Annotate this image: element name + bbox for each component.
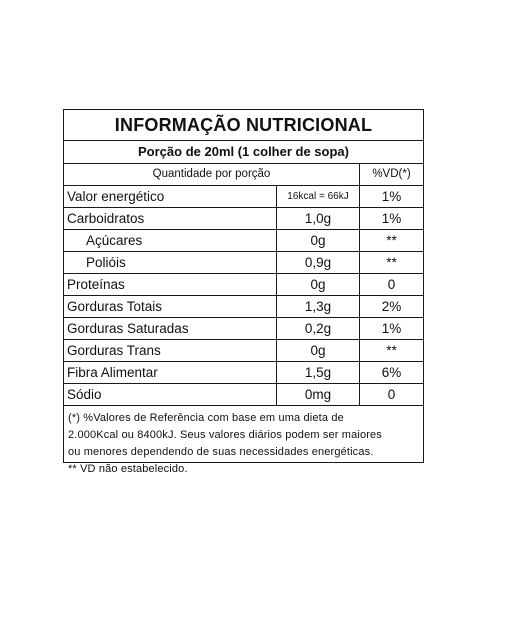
nutrient-name: Fibra Alimentar — [67, 365, 158, 380]
nutrient-amount: 1,5g — [276, 362, 359, 383]
nutrient-name: Gorduras Saturadas — [67, 321, 189, 336]
nutrient-amount: 0mg — [276, 384, 359, 405]
table-header — [64, 164, 423, 186]
row-carbohydrates — [64, 208, 423, 230]
nutrient-amount: 0,2g — [276, 318, 359, 339]
nutrient-name: Açúcares — [86, 233, 143, 248]
nutrient-amount: 16kcal = 66kJ — [276, 186, 359, 207]
nutrient-vd: 1% — [359, 318, 423, 339]
row-energy — [64, 186, 423, 208]
nutrient-name: Proteínas — [67, 277, 125, 292]
nutrient-vd: 0 — [359, 384, 423, 405]
quantity-header: Quantidade por porção — [152, 168, 271, 180]
nutrient-vd: ** — [359, 340, 423, 361]
footnote-line: ou menores dependendo de suas necessidades energéticas. — [68, 446, 374, 458]
nutrient-name: Gorduras Totais — [67, 299, 163, 314]
row-total-fat — [64, 296, 423, 318]
nutrition-facts-label — [63, 109, 424, 475]
row-polyols — [64, 252, 423, 274]
footnote — [64, 406, 423, 478]
label-title: INFORMAÇÃO NUTRICIONAL — [64, 110, 423, 141]
nutrient-vd: 6% — [359, 362, 423, 383]
nutrient-vd: 1% — [359, 186, 423, 207]
row-trans-fat — [64, 340, 423, 362]
row-saturated-fat — [64, 318, 423, 340]
nutrient-amount: 0g — [276, 230, 359, 251]
nutrient-amount: 1,3g — [276, 296, 359, 317]
nutrient-amount: 0g — [276, 274, 359, 295]
row-sugars — [64, 230, 423, 252]
nutrient-name: Sódio — [67, 387, 102, 402]
nutrient-amount: 1,0g — [276, 208, 359, 229]
footnote-line: 2.000Kcal ou 8400kJ. Seus valores diários podem ser maiores — [68, 429, 382, 441]
nutrient-vd: 1% — [359, 208, 423, 229]
footnote-line: (*) %Valores de Referência com base em uma dieta de — [68, 412, 344, 424]
row-proteins — [64, 274, 423, 296]
vd-header: %VD(*) — [359, 164, 423, 185]
nutrient-vd: ** — [359, 230, 423, 251]
nutrient-name: Carboidratos — [67, 211, 145, 226]
nutrient-name: Polióis — [86, 255, 126, 270]
footnote-line: ** VD não estabelecido. — [68, 463, 188, 475]
row-sodium — [64, 384, 423, 406]
nutrient-amount: 0,9g — [276, 252, 359, 273]
nutrient-vd: 2% — [359, 296, 423, 317]
nutrient-name: Valor energético — [67, 189, 165, 204]
nutrient-amount: 0g — [276, 340, 359, 361]
portion-size: Porção de 20ml (1 colher de sopa) — [64, 141, 423, 164]
nutrient-vd: 0 — [359, 274, 423, 295]
row-fiber — [64, 362, 423, 384]
nutrient-name: Gorduras Trans — [67, 343, 161, 358]
nutrient-vd: ** — [359, 252, 423, 273]
